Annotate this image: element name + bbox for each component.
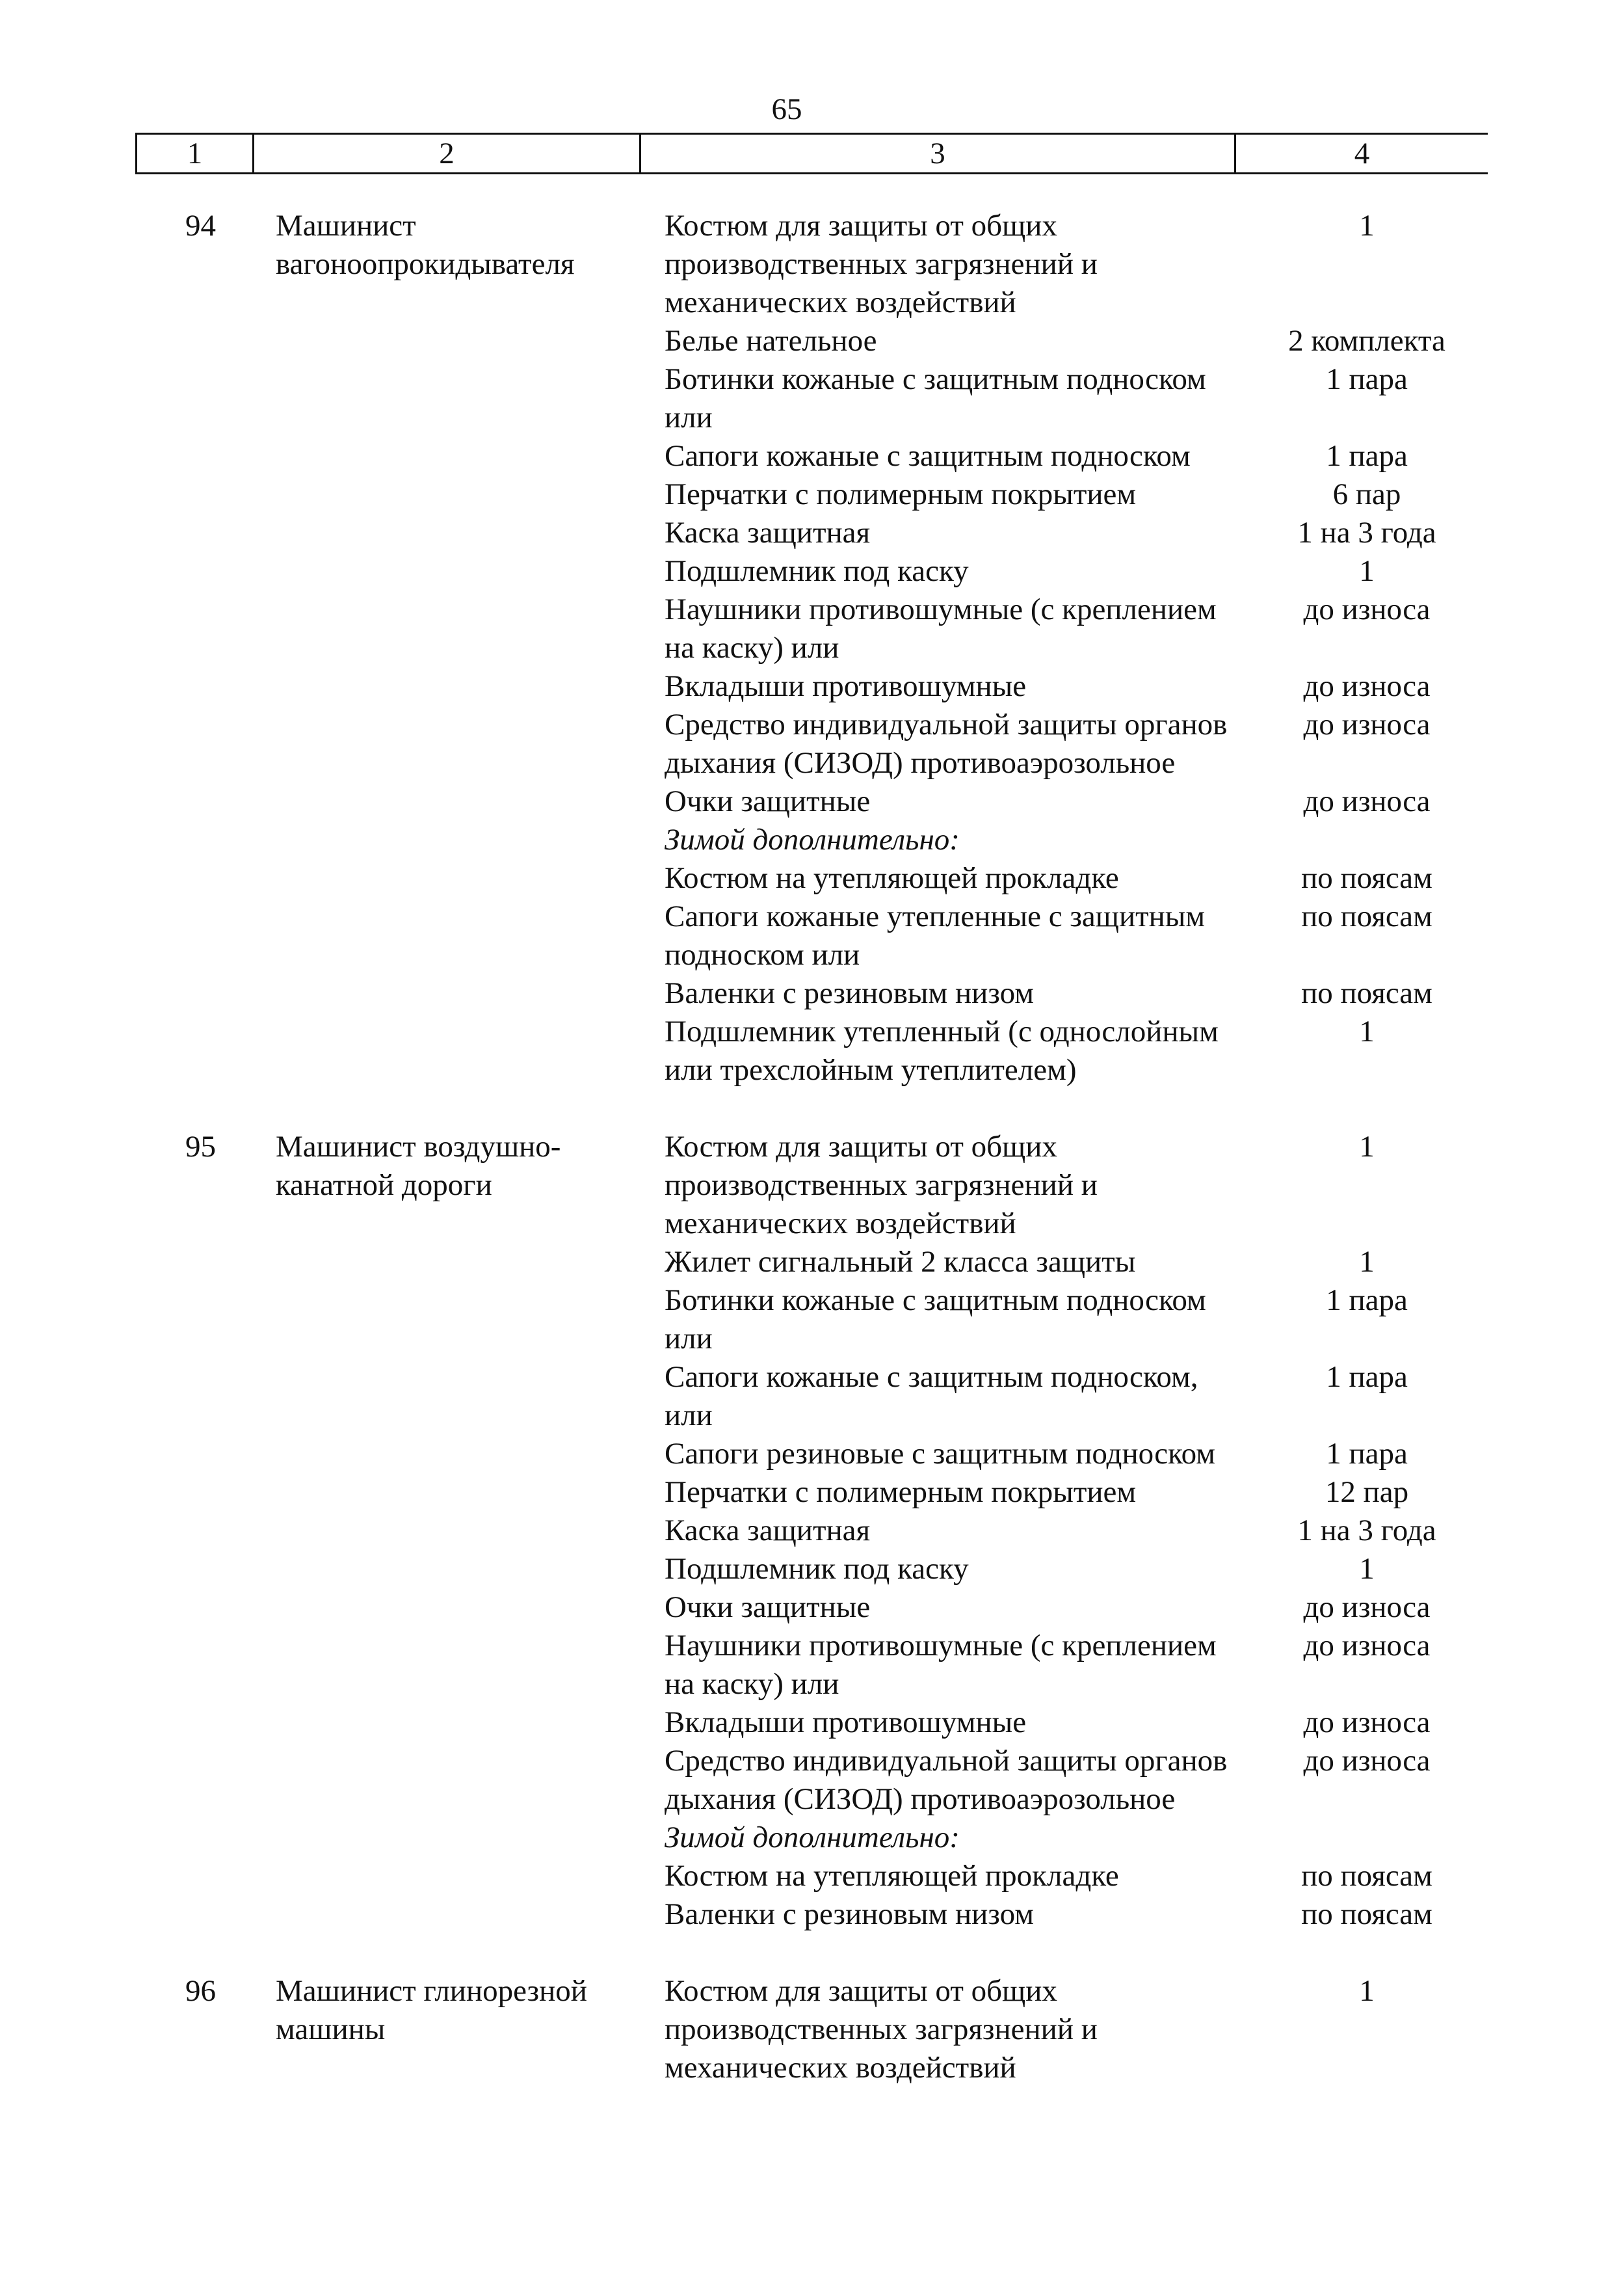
item-quantity: по поясам: [1301, 1859, 1432, 1893]
item-quantity: до износа: [1303, 1629, 1431, 1662]
item-quantity: 1: [1359, 209, 1375, 243]
list-item: [665, 1972, 1510, 2087]
item-name: Наушники противошумные (с креплением на каску) или: [665, 1629, 1217, 1701]
list-item: [665, 859, 1510, 898]
table-row: [0, 207, 1623, 1089]
list-item: [665, 322, 1510, 360]
table-row: [0, 1972, 1623, 2087]
item-name: Подшлемник под каску: [665, 1552, 969, 1586]
list-item: [665, 1895, 1510, 1934]
list-item: [665, 1435, 1510, 1473]
ppe-list: [665, 207, 1510, 1089]
item-name: Ботинки кожаные с защитным подноском или: [665, 1283, 1206, 1355]
table-header: [135, 133, 1488, 174]
row-number: 95: [185, 1130, 216, 1164]
item-quantity: до износа: [1303, 784, 1431, 818]
list-item: [665, 514, 1510, 552]
item-name: Средство индивидуальной защиты органов дыхания (СИЗОД) противоаэрозольное: [665, 708, 1228, 780]
profession-name: Машинист вагоноопрокидывателя: [276, 209, 575, 281]
item-quantity: 1 пара: [1326, 1437, 1408, 1471]
table-row: [0, 1128, 1623, 1934]
item-quantity: 1: [1359, 1015, 1375, 1048]
row-number: 96: [185, 1974, 216, 2008]
item-name: Костюм для защиты от общих производственных загрязнений и механических воздействий: [665, 1130, 1098, 1240]
item-name: Костюм на утепляющей прокладке: [665, 1859, 1119, 1893]
item-name: Сапоги кожаные с защитным подноском, или: [665, 1360, 1198, 1432]
item-quantity: 1 на 3 года: [1297, 1514, 1436, 1547]
item-quantity: [1243, 1819, 1490, 1857]
item-quantity: 1: [1359, 1245, 1375, 1279]
item-quantity: 1 пара: [1326, 1360, 1408, 1394]
item-name: Сапоги резиновые с защитным подноском: [665, 1437, 1215, 1471]
list-item: [665, 1627, 1510, 1703]
header-col-2: 2: [254, 135, 641, 172]
item-name: Валенки с резиновым низом: [665, 976, 1034, 1010]
item-name: Каска защитная: [665, 516, 871, 550]
item-quantity: 1 пара: [1326, 362, 1408, 396]
ppe-list: [665, 1128, 1510, 1934]
item-quantity: 1: [1359, 1552, 1375, 1586]
list-item: [665, 782, 1510, 821]
list-item: [665, 1358, 1510, 1435]
header-col-4: 4: [1354, 137, 1370, 170]
item-name: Сапоги кожаные утепленные с защитным подноском или: [665, 900, 1206, 972]
list-item: [665, 1473, 1510, 1512]
row-number: 94: [185, 209, 216, 243]
list-item: [665, 1703, 1510, 1742]
item-quantity: 6 пар: [1332, 477, 1401, 511]
item-name: Очки защитные: [665, 784, 871, 818]
list-item: [665, 360, 1510, 437]
list-item: [665, 1013, 1510, 1089]
item-name: Жилет сигнальный 2 класса защиты: [665, 1245, 1136, 1279]
ppe-list: [665, 1972, 1510, 2087]
item-name: Сапоги кожаные с защитным подноском: [665, 439, 1191, 473]
header-col-3: 3: [641, 135, 1236, 172]
list-item: [665, 898, 1510, 974]
item-quantity: 1 на 3 года: [1297, 516, 1436, 550]
list-item: [665, 1243, 1510, 1281]
item-quantity: по поясам: [1301, 861, 1432, 895]
table-body: [0, 207, 1623, 2126]
item-quantity: 1 пара: [1326, 439, 1408, 473]
item-name: Каска защитная: [665, 1514, 871, 1547]
list-item: [665, 1128, 1510, 1243]
list-item: [665, 821, 1510, 859]
list-item: [665, 706, 1510, 782]
item-name: Перчатки с полимерным покрытием: [665, 1475, 1137, 1509]
item-name: Вкладыши противошумные: [665, 669, 1027, 703]
item-quantity: до износа: [1303, 1705, 1431, 1739]
item-name: Наушники противошумные (с креплением на каску) или: [665, 593, 1217, 665]
list-item: [665, 207, 1510, 322]
list-item: [665, 475, 1510, 514]
list-item: [665, 974, 1510, 1013]
item-quantity: 12 пар: [1325, 1475, 1409, 1509]
header-col-1: 1: [137, 135, 254, 172]
item-name: Подшлемник под каску: [665, 554, 969, 588]
item-quantity: по поясам: [1301, 900, 1432, 933]
item-name: Ботинки кожаные с защитным подноском или: [665, 362, 1206, 434]
item-quantity: 1: [1359, 554, 1375, 588]
list-item: [665, 552, 1510, 591]
winter-additional-label: Зимой дополнительно:: [665, 823, 960, 857]
list-item: [665, 591, 1510, 667]
page-number: 65: [771, 92, 802, 126]
list-item: [665, 1857, 1510, 1895]
item-quantity: 1: [1359, 1130, 1375, 1164]
item-name: Подшлемник утепленный (с однослойным или трехслойным утеплителем): [665, 1015, 1219, 1087]
list-item: [665, 1588, 1510, 1627]
item-name: Костюм для защиты от общих производственных загрязнений и механических воздействий: [665, 1974, 1098, 2085]
list-item: [665, 437, 1510, 475]
item-quantity: 2 комплекта: [1288, 324, 1445, 358]
item-name: Белье нательное: [665, 324, 877, 358]
item-name: Костюм на утепляющей прокладке: [665, 861, 1119, 895]
item-quantity: до износа: [1303, 669, 1431, 703]
item-quantity: до износа: [1303, 708, 1431, 741]
item-quantity: до износа: [1303, 1590, 1431, 1624]
item-quantity: до износа: [1303, 1744, 1431, 1778]
item-quantity: 1: [1359, 1974, 1375, 2008]
winter-additional-label: Зимой дополнительно:: [665, 1821, 960, 1854]
item-quantity: до износа: [1303, 593, 1431, 626]
item-name: Костюм для защиты от общих производственных загрязнений и механических воздействий: [665, 209, 1098, 319]
item-quantity: [1243, 821, 1490, 859]
item-name: Средство индивидуальной защиты органов дыхания (СИЗОД) противоаэрозольное: [665, 1744, 1228, 1816]
item-name: Перчатки с полимерным покрытием: [665, 477, 1137, 511]
profession-name: Машинист глинорезной машины: [276, 1974, 587, 2046]
item-name: Вкладыши противошумные: [665, 1705, 1027, 1739]
item-name: Очки защитные: [665, 1590, 871, 1624]
item-quantity: 1 пара: [1326, 1283, 1408, 1317]
item-name: Валенки с резиновым низом: [665, 1897, 1034, 1931]
list-item: [665, 1281, 1510, 1358]
item-quantity: по поясам: [1301, 1897, 1432, 1931]
item-quantity: по поясам: [1301, 976, 1432, 1010]
profession-name: Машинист воздушно-канатной дороги: [276, 1130, 561, 1202]
list-item: [665, 1819, 1510, 1857]
list-item: [665, 1512, 1510, 1550]
list-item: [665, 1550, 1510, 1588]
list-item: [665, 1742, 1510, 1819]
list-item: [665, 667, 1510, 706]
